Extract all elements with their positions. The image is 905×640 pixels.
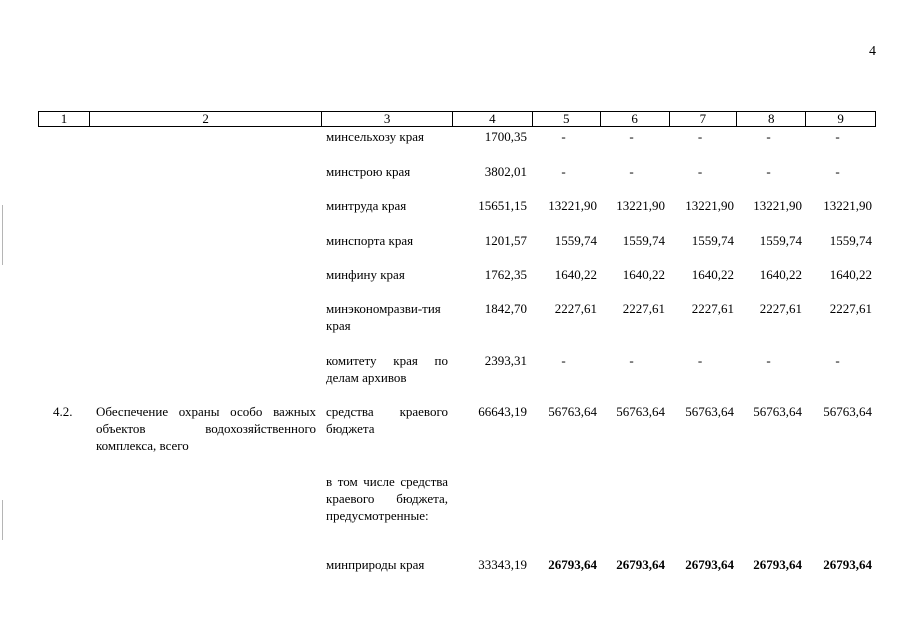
value-cell: 26793,64 bbox=[685, 557, 734, 572]
funding-source: комитету края по делам архивов bbox=[326, 353, 448, 385]
value-cell: 1559,74 bbox=[691, 233, 734, 248]
item-name: Обеспечение охраны особо важных объектов водохозяйственного комплекса, всего bbox=[96, 404, 316, 453]
value-cell: 1842,70 bbox=[484, 301, 527, 316]
item-number: 4.2. bbox=[53, 404, 73, 419]
value-cell: - bbox=[561, 353, 566, 368]
value-cell: 66643,19 bbox=[478, 404, 527, 419]
value-cell: 26793,64 bbox=[823, 557, 872, 572]
column-number: 4 bbox=[453, 112, 533, 126]
value-cell: 56763,64 bbox=[685, 404, 734, 419]
value-cell: - bbox=[629, 129, 634, 144]
column-number: 3 bbox=[322, 112, 453, 126]
value-cell: 1559,74 bbox=[554, 233, 597, 248]
value-cell: 1640,22 bbox=[622, 267, 665, 282]
column-number: 6 bbox=[601, 112, 670, 126]
funding-source: минстрою края bbox=[326, 164, 411, 179]
value-cell: 2227,61 bbox=[554, 301, 597, 316]
value-cell: - bbox=[835, 353, 840, 368]
value-cell: - bbox=[835, 129, 840, 144]
column-number: 2 bbox=[90, 112, 322, 126]
value-cell: - bbox=[629, 164, 634, 179]
value-cell: 1762,35 bbox=[484, 267, 527, 282]
value-cell: 26793,64 bbox=[753, 557, 802, 572]
value-cell: 1559,74 bbox=[829, 233, 872, 248]
funding-source: минфину края bbox=[326, 267, 405, 282]
value-cell: 1640,22 bbox=[759, 267, 802, 282]
value-cell: 56763,64 bbox=[616, 404, 665, 419]
value-cell: - bbox=[561, 164, 566, 179]
funding-source: минприроды края bbox=[326, 557, 425, 572]
column-number: 1 bbox=[39, 112, 90, 126]
value-cell: 2393,31 bbox=[484, 353, 527, 368]
scan-edge-mark bbox=[2, 205, 3, 265]
value-cell: - bbox=[766, 129, 771, 144]
value-cell: 2227,61 bbox=[622, 301, 665, 316]
value-cell: 2227,61 bbox=[691, 301, 734, 316]
value-cell: - bbox=[697, 129, 703, 144]
table-column-numbers bbox=[38, 111, 876, 127]
funding-source: минспорта края bbox=[326, 233, 414, 248]
value-cell: - bbox=[629, 353, 634, 368]
value-cell: 15651,15 bbox=[478, 198, 527, 213]
value-cell: - bbox=[766, 353, 771, 368]
value-cell: 2227,61 bbox=[829, 301, 872, 316]
value-cell: - bbox=[697, 353, 703, 368]
value-cell: 3802,01 bbox=[484, 164, 527, 179]
value-cell: 13221,90 bbox=[548, 198, 597, 213]
value-cell: 56763,64 bbox=[823, 404, 872, 419]
funding-source: минсельхозу края bbox=[326, 129, 424, 144]
value-cell: - bbox=[766, 164, 771, 179]
value-cell: 1640,22 bbox=[554, 267, 597, 282]
value-cell: 2227,61 bbox=[759, 301, 802, 316]
column-number: 9 bbox=[837, 111, 844, 126]
value-cell: 33343,19 bbox=[478, 557, 527, 572]
funding-source: минэкономразви-тия края bbox=[326, 301, 441, 333]
value-cell: - bbox=[561, 129, 566, 144]
page-number: 4 bbox=[869, 44, 876, 59]
funding-source: в том числе средства краевого бюджета, предусмотренные: bbox=[326, 474, 448, 523]
value-cell: 1559,74 bbox=[759, 233, 802, 248]
value-cell: 13221,90 bbox=[616, 198, 665, 213]
funding-source: средства краевого бюджета bbox=[326, 404, 448, 436]
value-cell: - bbox=[697, 164, 703, 179]
value-cell: 1700,35 bbox=[484, 129, 527, 144]
value-cell: 13221,90 bbox=[823, 198, 872, 213]
column-number: 8 bbox=[737, 112, 806, 126]
scan-edge-mark bbox=[2, 500, 3, 540]
value-cell: 13221,90 bbox=[685, 198, 734, 213]
column-number: 5 bbox=[533, 112, 601, 126]
column-number: 7 bbox=[670, 112, 738, 126]
value-cell: 56763,64 bbox=[548, 404, 597, 419]
value-cell: 56763,64 bbox=[753, 404, 802, 419]
value-cell: - bbox=[835, 164, 840, 179]
value-cell: 26793,64 bbox=[616, 557, 665, 572]
value-cell: 1640,22 bbox=[691, 267, 734, 282]
value-cell: 13221,90 bbox=[753, 198, 802, 213]
value-cell: 1201,57 bbox=[484, 233, 527, 248]
value-cell: 1559,74 bbox=[622, 233, 665, 248]
value-cell: 1640,22 bbox=[829, 267, 872, 282]
funding-source: минтруда края bbox=[326, 198, 407, 213]
value-cell: 26793,64 bbox=[548, 557, 597, 572]
